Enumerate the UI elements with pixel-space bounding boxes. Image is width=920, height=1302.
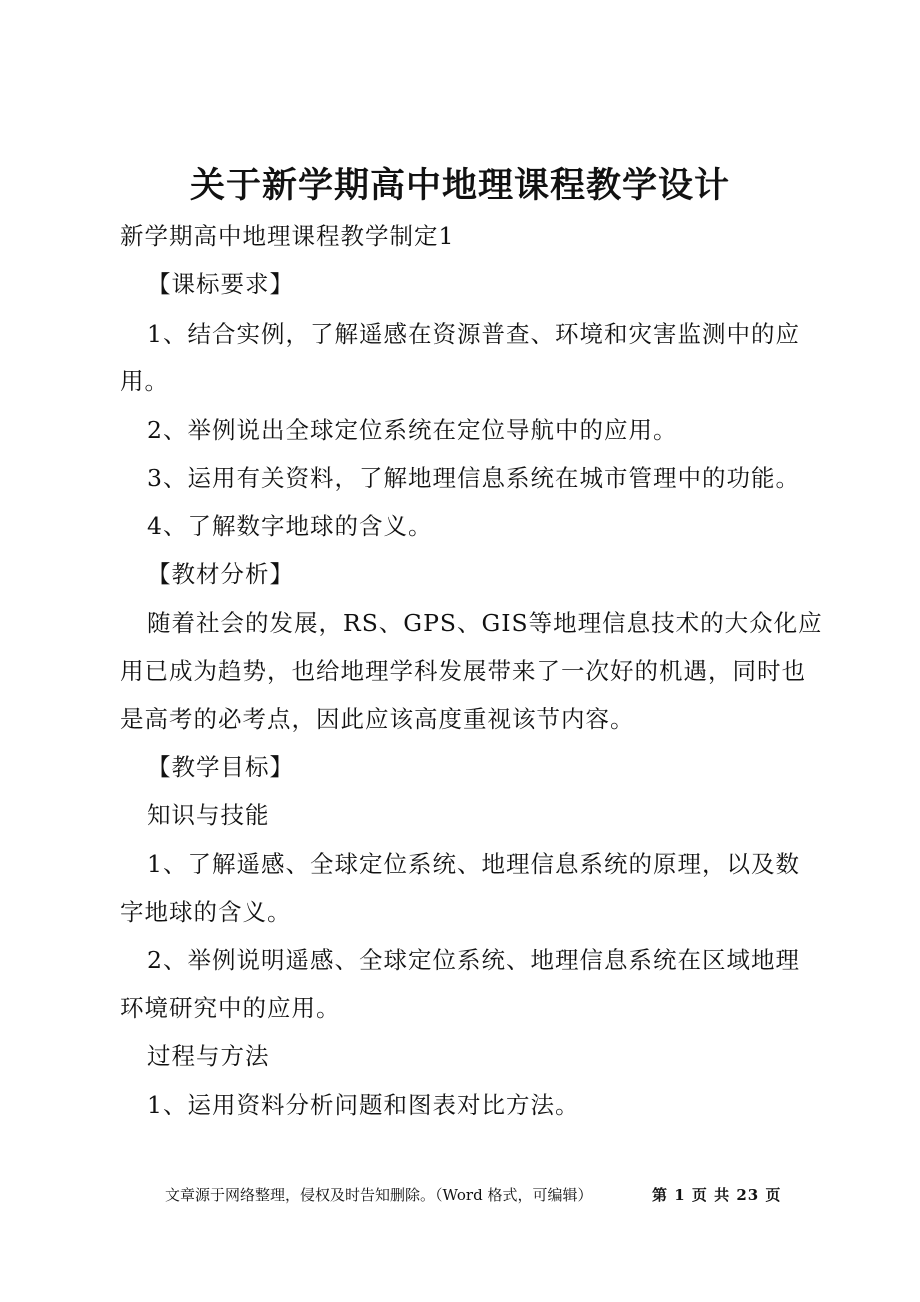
paragraph-line: 4、了解数字地球的含义。 <box>147 512 433 540</box>
paragraph-line: 2、举例说出全球定位系统在定位导航中的应用。 <box>147 416 678 444</box>
section-heading-material: 【教材分析】 <box>147 560 294 588</box>
subsection-heading: 知识与技能 <box>147 801 270 829</box>
paragraph-line: 随着社会的发展，RS、GPS、GIS等地理信息技术的大众化应 <box>147 609 823 637</box>
paragraph-line: 1、运用资料分析问题和图表对比方法。 <box>147 1091 580 1119</box>
paragraph-line: 字地球的含义。 <box>120 898 292 926</box>
page-number: 第 1 页 共 23 页 <box>652 1186 782 1204</box>
paragraph-line: 1、了解遥感、全球定位系统、地理信息系统的原理，以及数 <box>147 850 800 878</box>
paragraph-line: 3、运用有关资料，了解地理信息系统在城市管理中的功能。 <box>147 464 800 492</box>
document-title: 关于新学期高中地理课程教学设计 <box>189 165 730 206</box>
section-heading-objectives: 【教学目标】 <box>147 753 294 781</box>
paragraph-line: 环境研究中的应用。 <box>120 994 341 1022</box>
subsection-heading: 过程与方法 <box>147 1042 270 1070</box>
paragraph-line: 用已成为趋势，也给地理学科发展带来了一次好的机遇，同时也 <box>120 657 806 685</box>
paragraph-line: 1、结合实例，了解遥感在资源普查、环境和灾害监测中的应 <box>147 320 800 348</box>
paragraph-line: 2、举例说明遥感、全球定位系统、地理信息系统在区域地理 <box>147 946 800 974</box>
paragraph-line: 用。 <box>120 367 169 395</box>
paragraph-line: 是高考的必考点，因此应该高度重视该节内容。 <box>120 705 635 733</box>
section-heading-curriculum: 【课标要求】 <box>147 270 294 298</box>
footer-note: 文章源于网络整理，侵权及时告知删除。（Word 格式，可编辑） <box>165 1186 593 1204</box>
document-subtitle: 新学期高中地理课程教学制定1 <box>120 222 455 250</box>
